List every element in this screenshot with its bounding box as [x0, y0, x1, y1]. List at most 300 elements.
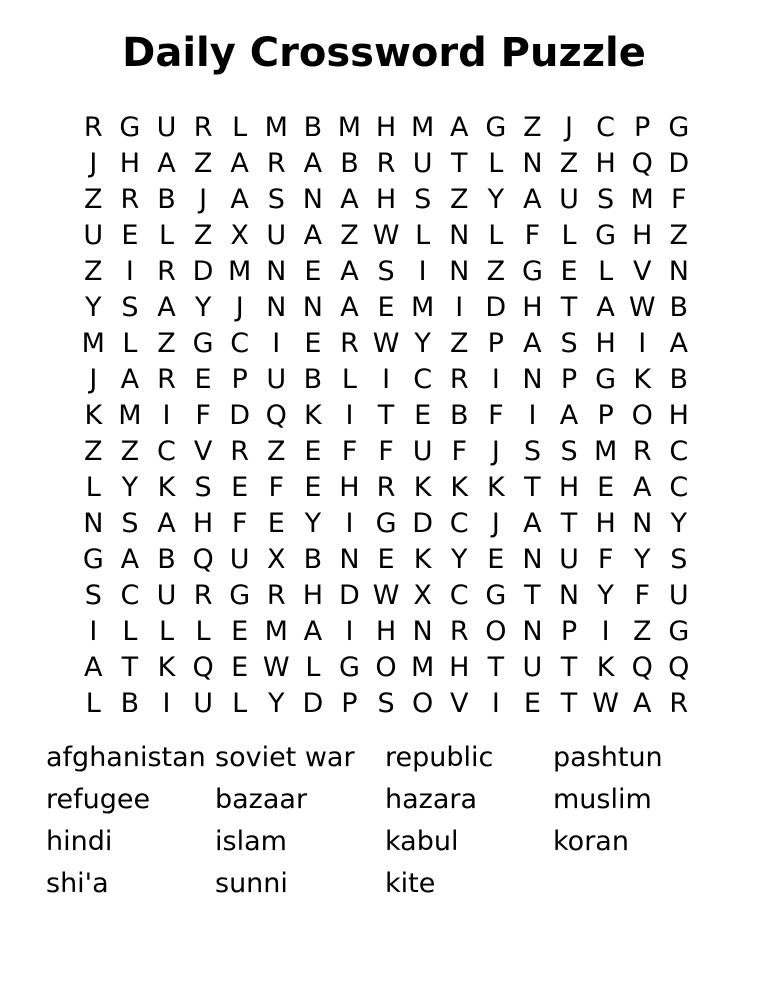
- grid-letter: B: [120, 688, 140, 719]
- grid-letter: Q: [668, 652, 690, 683]
- grid-letter: L: [488, 148, 504, 179]
- grid-letter: L: [158, 220, 174, 251]
- word-list-item: shi'a: [46, 868, 109, 899]
- word-list-item: koran: [553, 826, 629, 857]
- grid-letter: N: [83, 508, 104, 539]
- grid-letter: A: [84, 652, 103, 683]
- grid-letter: Z: [340, 220, 359, 251]
- grid-letter: Z: [193, 148, 213, 179]
- grid-letter: U: [156, 580, 177, 611]
- grid-letter: X: [267, 544, 286, 575]
- grid-letter: J: [565, 112, 573, 143]
- grid-letter: R: [340, 328, 359, 359]
- grid-letter: E: [304, 472, 322, 503]
- grid-letter: H: [595, 328, 616, 359]
- word-list-item: hazara: [385, 784, 478, 815]
- grid-letter: F: [488, 400, 504, 431]
- grid-letter: W: [592, 688, 619, 719]
- grid-letter: M: [264, 616, 288, 647]
- grid-letter: A: [303, 220, 323, 251]
- grid-letter: D: [485, 292, 507, 323]
- grid-letter: G: [485, 580, 507, 611]
- grid-letter: I: [345, 508, 354, 539]
- grid-letter: U: [156, 112, 177, 143]
- grid-letter: S: [597, 184, 615, 215]
- grid-letter: J: [235, 292, 244, 323]
- word-list-item: muslim: [553, 784, 652, 815]
- grid-letter: T: [524, 580, 541, 611]
- grid-letter: K: [413, 544, 432, 575]
- grid-letter: L: [415, 220, 431, 251]
- grid-letter: H: [375, 184, 397, 215]
- grid-letter: N: [449, 220, 470, 251]
- grid-letter: H: [522, 292, 543, 323]
- grid-letter: L: [85, 472, 101, 503]
- grid-letter: A: [120, 364, 140, 395]
- word-list-column: [46, 737, 215, 905]
- grid-letter: I: [601, 616, 610, 647]
- grid-letter: M: [630, 184, 654, 215]
- grid-letter: A: [303, 616, 323, 647]
- grid-letter: Z: [632, 616, 652, 647]
- grid-letter: N: [266, 256, 287, 287]
- grid-letter: B: [157, 184, 176, 215]
- grid-letter: Q: [265, 400, 287, 431]
- grid-letter: H: [339, 472, 360, 503]
- grid-letter: T: [121, 652, 139, 683]
- grid-letter: S: [523, 436, 541, 467]
- grid-letter: A: [340, 256, 359, 287]
- grid-letter: N: [339, 544, 360, 575]
- grid-letter: E: [377, 292, 395, 323]
- grid-letter: J: [491, 436, 500, 467]
- grid-letter: A: [120, 544, 140, 575]
- word-list-item: hindi: [46, 826, 113, 857]
- grid-letter: A: [632, 472, 652, 503]
- grid-letter: C: [449, 580, 469, 611]
- grid-letter: K: [633, 364, 652, 395]
- grid-letter: G: [668, 616, 690, 647]
- grid-letter: F: [268, 472, 285, 503]
- grid-letter: U: [559, 184, 579, 215]
- grid-letter: B: [669, 292, 689, 323]
- grid-letter: M: [337, 112, 362, 143]
- grid-letter: N: [522, 364, 543, 395]
- grid-letter: U: [412, 436, 433, 467]
- grid-letter: J: [491, 508, 500, 539]
- grid-letter: W: [262, 652, 290, 683]
- grid-letter: R: [157, 364, 176, 395]
- grid-letter: L: [232, 112, 248, 143]
- grid-letter: Y: [670, 508, 688, 539]
- grid-letter: Z: [84, 184, 103, 215]
- grid-letter: K: [486, 472, 505, 503]
- grid-letter: B: [303, 112, 323, 143]
- grid-letter: R: [376, 472, 396, 503]
- grid-letter: I: [418, 256, 427, 287]
- grid-letter: E: [304, 436, 322, 467]
- grid-letter: T: [560, 292, 578, 323]
- grid-letter: A: [523, 184, 542, 215]
- grid-letter: L: [598, 256, 614, 287]
- grid-letter: P: [634, 112, 651, 143]
- grid-letter: C: [157, 436, 176, 467]
- grid-letter: C: [120, 580, 140, 611]
- grid-letter: A: [523, 328, 542, 359]
- grid-letter: B: [303, 364, 323, 395]
- grid-letter: A: [157, 508, 176, 539]
- grid-letter: J: [199, 184, 208, 215]
- grid-letter: D: [192, 256, 214, 287]
- grid-letter: T: [524, 472, 541, 503]
- grid-letter: R: [157, 256, 176, 287]
- grid-letter: B: [303, 544, 323, 575]
- grid-letter: L: [341, 364, 357, 395]
- grid-letter: A: [669, 328, 689, 359]
- grid-letter: C: [413, 364, 433, 395]
- grid-letter: H: [668, 400, 689, 431]
- grid-letter: M: [81, 328, 105, 359]
- word-list-item: soviet war: [215, 742, 355, 773]
- grid-letter: I: [345, 400, 354, 431]
- grid-letter: W: [372, 328, 400, 359]
- grid-letter: D: [668, 148, 690, 179]
- grid-letter: A: [303, 148, 323, 179]
- grid-letter: E: [304, 256, 322, 287]
- word-list-item: kite: [385, 868, 436, 899]
- grid-letter: S: [121, 292, 139, 323]
- wordsearch-grid: [75, 110, 697, 722]
- grid-letter: S: [377, 256, 395, 287]
- grid-letter: A: [596, 292, 615, 323]
- grid-letter: F: [597, 544, 614, 575]
- grid-letter: A: [230, 184, 249, 215]
- grid-letter: S: [84, 580, 102, 611]
- grid-letter: M: [118, 400, 142, 431]
- grid-letter: G: [521, 256, 543, 287]
- grid-letter: V: [193, 436, 213, 467]
- grid-letter: Y: [194, 292, 212, 323]
- grid-letter: I: [125, 256, 134, 287]
- grid-letter: K: [157, 472, 176, 503]
- grid-letter: Z: [120, 436, 140, 467]
- grid-letter: A: [559, 400, 579, 431]
- grid-letter: N: [302, 292, 323, 323]
- grid-letter: N: [558, 580, 580, 611]
- grid-letter: Q: [192, 544, 214, 575]
- grid-letter: V: [632, 256, 652, 287]
- grid-letter: G: [338, 652, 360, 683]
- grid-letter: R: [193, 112, 213, 143]
- grid-letter: L: [561, 220, 577, 251]
- grid-letter: R: [266, 580, 286, 611]
- grid-letter: C: [669, 472, 689, 503]
- grid-letter: J: [89, 148, 98, 179]
- grid-letter: G: [192, 328, 214, 359]
- grid-letter: T: [560, 688, 578, 719]
- grid-letter: Y: [597, 580, 614, 611]
- grid-letter: F: [671, 184, 687, 215]
- word-list-item: islam: [215, 826, 287, 857]
- grid-letter: Z: [486, 256, 506, 287]
- grid-letter: H: [595, 508, 616, 539]
- grid-letter: M: [593, 436, 618, 467]
- grid-letter: E: [487, 544, 505, 575]
- grid-letter: Y: [633, 544, 651, 575]
- grid-letter: H: [302, 580, 324, 611]
- grid-letter: G: [119, 112, 141, 143]
- grid-letter: S: [267, 184, 285, 215]
- grid-letter: L: [232, 688, 248, 719]
- grid-letter: E: [597, 472, 615, 503]
- grid-letter: O: [375, 652, 397, 683]
- grid-letter: R: [230, 436, 250, 467]
- grid-letter: I: [528, 400, 537, 431]
- grid-letter: H: [192, 508, 214, 539]
- grid-letter: M: [228, 256, 252, 287]
- word-list-item: sunni: [215, 868, 288, 899]
- word-list-item: refugee: [46, 784, 151, 815]
- grid-letter: C: [449, 508, 469, 539]
- grid-letter: U: [559, 544, 579, 575]
- grid-letter: R: [266, 148, 286, 179]
- grid-letter: K: [157, 652, 176, 683]
- grid-letter: A: [523, 508, 542, 539]
- grid-letter: E: [231, 472, 249, 503]
- grid-letter: W: [372, 580, 400, 611]
- grid-letter: P: [341, 688, 358, 719]
- grid-letter: H: [375, 616, 397, 647]
- grid-letter: U: [266, 364, 287, 395]
- grid-letter: B: [669, 364, 689, 395]
- word-list-column: [385, 737, 553, 905]
- word-list-column: [215, 737, 385, 905]
- grid-letter: F: [378, 436, 394, 467]
- grid-letter: F: [341, 436, 358, 467]
- grid-letter: V: [449, 688, 469, 719]
- grid-letter: Z: [193, 220, 213, 251]
- grid-letter: D: [229, 400, 251, 431]
- grid-letter: S: [670, 544, 688, 575]
- grid-letter: K: [84, 400, 103, 431]
- grid-letter: G: [485, 112, 507, 143]
- word-list-item: bazaar: [215, 784, 308, 815]
- grid-letter: H: [632, 220, 653, 251]
- grid-letter: L: [488, 220, 504, 251]
- grid-letter: K: [596, 652, 615, 683]
- grid-letter: S: [121, 508, 139, 539]
- grid-letter: R: [449, 364, 469, 395]
- grid-letter: G: [82, 544, 104, 575]
- grid-letter: I: [162, 400, 171, 431]
- grid-letter: H: [449, 652, 470, 683]
- grid-letter: S: [414, 184, 432, 215]
- grid-letter: I: [382, 364, 391, 395]
- word-list-item: kabul: [385, 826, 459, 857]
- grid-letter: Z: [267, 436, 286, 467]
- grid-letter: U: [668, 580, 689, 611]
- grid-letter: I: [491, 688, 500, 719]
- grid-letter: J: [89, 364, 98, 395]
- grid-letter: A: [632, 688, 652, 719]
- grid-letter: R: [376, 148, 396, 179]
- grid-letter: L: [122, 328, 138, 359]
- grid-letter: G: [595, 220, 617, 251]
- grid-letter: N: [522, 616, 543, 647]
- grid-letter: Y: [414, 328, 431, 359]
- grid-letter: A: [340, 292, 359, 323]
- grid-letter: F: [231, 508, 248, 539]
- grid-letter: I: [638, 328, 647, 359]
- grid-letter: P: [560, 616, 578, 647]
- grid-letter: I: [455, 292, 464, 323]
- grid-letter: B: [340, 148, 359, 179]
- grid-letter: D: [339, 580, 360, 611]
- grid-letter: Z: [669, 220, 689, 251]
- grid-letter: Y: [304, 508, 322, 539]
- grid-letter: E: [267, 508, 285, 539]
- grid-letter: O: [412, 688, 434, 719]
- grid-letter: O: [631, 400, 653, 431]
- grid-letter: K: [413, 472, 432, 503]
- grid-letter: Z: [157, 328, 176, 359]
- grid-letter: Y: [121, 472, 139, 503]
- grid-letter: A: [340, 184, 359, 215]
- grid-letter: H: [119, 148, 141, 179]
- grid-letter: C: [669, 436, 689, 467]
- grid-letter: F: [524, 220, 541, 251]
- grid-letter: S: [194, 472, 212, 503]
- grid-letter: M: [410, 652, 435, 683]
- grid-letter: M: [410, 292, 435, 323]
- grid-letter: L: [122, 616, 138, 647]
- grid-letter: E: [377, 544, 395, 575]
- grid-letter: Y: [450, 544, 468, 575]
- puzzle-title: Daily Crossword Puzzle: [122, 30, 646, 76]
- grid-letter: Z: [559, 148, 579, 179]
- grid-letter: U: [83, 220, 104, 251]
- grid-letter: P: [597, 400, 614, 431]
- grid-letter: N: [522, 148, 543, 179]
- grid-letter: P: [231, 364, 248, 395]
- grid-letter: Q: [631, 652, 653, 683]
- grid-letter: U: [522, 652, 543, 683]
- grid-letter: T: [487, 652, 505, 683]
- grid-letter: T: [450, 148, 468, 179]
- word-list: [46, 737, 723, 905]
- grid-letter: A: [157, 292, 176, 323]
- grid-letter: I: [162, 688, 171, 719]
- grid-letter: W: [372, 220, 400, 251]
- grid-letter: Z: [84, 436, 103, 467]
- grid-letter: S: [560, 328, 578, 359]
- grid-letter: I: [345, 616, 354, 647]
- grid-letter: T: [560, 508, 578, 539]
- grid-letter: E: [121, 220, 139, 251]
- grid-letter: X: [230, 220, 249, 251]
- grid-letter: Z: [523, 112, 542, 143]
- grid-letter: N: [522, 544, 543, 575]
- grid-letter: R: [120, 184, 140, 215]
- grid-letter: N: [449, 256, 470, 287]
- grid-letter: L: [85, 688, 101, 719]
- grid-letter: F: [634, 580, 650, 611]
- grid-letter: Y: [85, 292, 102, 323]
- grid-letter: G: [595, 364, 617, 395]
- grid-letter: G: [229, 580, 251, 611]
- grid-letter: N: [302, 184, 323, 215]
- grid-letter: E: [194, 364, 212, 395]
- grid-letter: N: [668, 256, 689, 287]
- grid-letter: L: [158, 616, 174, 647]
- grid-letter: B: [157, 544, 176, 575]
- grid-letter: U: [229, 544, 250, 575]
- grid-letter: R: [83, 112, 103, 143]
- grid-letter: K: [450, 472, 469, 503]
- grid-letter: F: [195, 400, 211, 431]
- grid-letter: T: [560, 652, 578, 683]
- grid-letter: Z: [449, 184, 469, 215]
- grid-letter: R: [193, 580, 213, 611]
- grid-letter: C: [596, 112, 616, 143]
- grid-letter: Q: [631, 148, 653, 179]
- grid-letter: G: [668, 112, 690, 143]
- grid-letter: Z: [84, 256, 103, 287]
- grid-letter: E: [304, 328, 322, 359]
- grid-letter: I: [89, 616, 98, 647]
- grid-letter: E: [414, 400, 432, 431]
- word-list-item: republic: [385, 742, 494, 773]
- grid-letter: N: [412, 616, 433, 647]
- grid-letter: F: [451, 436, 467, 467]
- grid-letter: H: [375, 112, 397, 143]
- grid-letter: S: [560, 436, 578, 467]
- grid-letter: M: [410, 112, 435, 143]
- grid-letter: U: [412, 148, 433, 179]
- grid-letter: E: [560, 256, 578, 287]
- grid-letter: H: [595, 148, 616, 179]
- grid-letter: Z: [449, 328, 469, 359]
- grid-letter: E: [231, 652, 249, 683]
- grid-letter: O: [485, 616, 507, 647]
- grid-letter: U: [193, 688, 213, 719]
- grid-letter: R: [669, 688, 689, 719]
- grid-letter: X: [413, 580, 432, 611]
- grid-letter: Q: [192, 652, 214, 683]
- grid-letter: L: [195, 616, 211, 647]
- grid-letter: L: [305, 652, 321, 683]
- grid-letter: N: [632, 508, 653, 539]
- grid-letter: A: [449, 112, 469, 143]
- grid-letter: D: [302, 688, 324, 719]
- grid-letter: U: [266, 220, 287, 251]
- grid-letter: N: [266, 292, 287, 323]
- grid-letter: R: [632, 436, 652, 467]
- grid-letter: Y: [487, 184, 505, 215]
- grid-letter: A: [230, 148, 249, 179]
- word-list-item: pashtun: [553, 742, 663, 773]
- grid-letter: S: [377, 688, 395, 719]
- grid-letter: C: [230, 328, 250, 359]
- grid-letter: T: [377, 400, 395, 431]
- grid-letter: B: [449, 400, 469, 431]
- grid-letter: P: [560, 364, 578, 395]
- grid-letter: I: [491, 364, 500, 395]
- grid-letter: W: [628, 292, 656, 323]
- grid-letter: E: [523, 688, 541, 719]
- grid-letter: K: [304, 400, 322, 431]
- grid-letter: P: [487, 328, 504, 359]
